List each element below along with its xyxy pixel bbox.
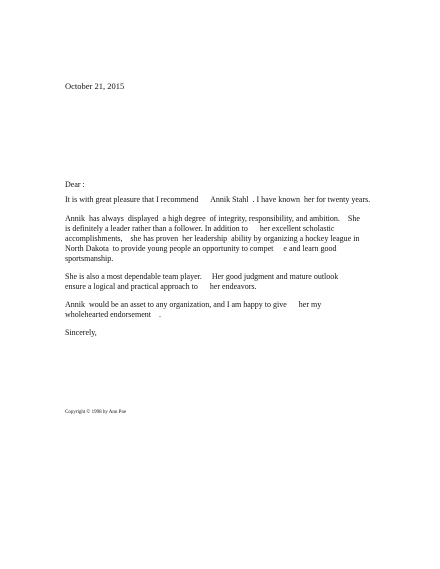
copyright-notice: Copyright © 1998 by Ann Poe — [65, 410, 127, 415]
paragraph-2-line-1: Annik has always displayed a high degree of integrity, responsibility, and ambition. She — [65, 214, 360, 223]
salutation: Dear : — [65, 180, 85, 189]
paragraph-2-line-3: accomplishments, she has proven her leadership ability by organizing a hockey league in — [65, 234, 360, 243]
paragraph-4-line-2: wholehearted endorsement . — [65, 310, 161, 319]
paragraph-3-line-1: She is also a most dependable team player. Her good judgment and mature outlook — [65, 272, 339, 281]
letter-date: October 21, 2015 — [65, 81, 125, 91]
paragraph-3-line-2: ensure a logical and practical approach to her endeavors. — [65, 282, 257, 291]
paragraph-2-line-4: North Dakota to provide young people an opportunity to compet e and learn good — [65, 244, 337, 253]
closing: Sincerely, — [65, 328, 97, 337]
paragraph-4-line-1: Annik would be an asset to any organization, and I am happy to give her my — [65, 300, 322, 309]
paragraph-2-line-2: is definitely a leader rather than a follower. In addition to her excellent scholastic — [65, 224, 335, 233]
paragraph-1-line-1: It is with great pleasure that I recommend Annik Stahl . I have known her for twenty years. — [65, 195, 371, 204]
paragraph-2-line-5: sportsmanship. — [65, 254, 114, 263]
